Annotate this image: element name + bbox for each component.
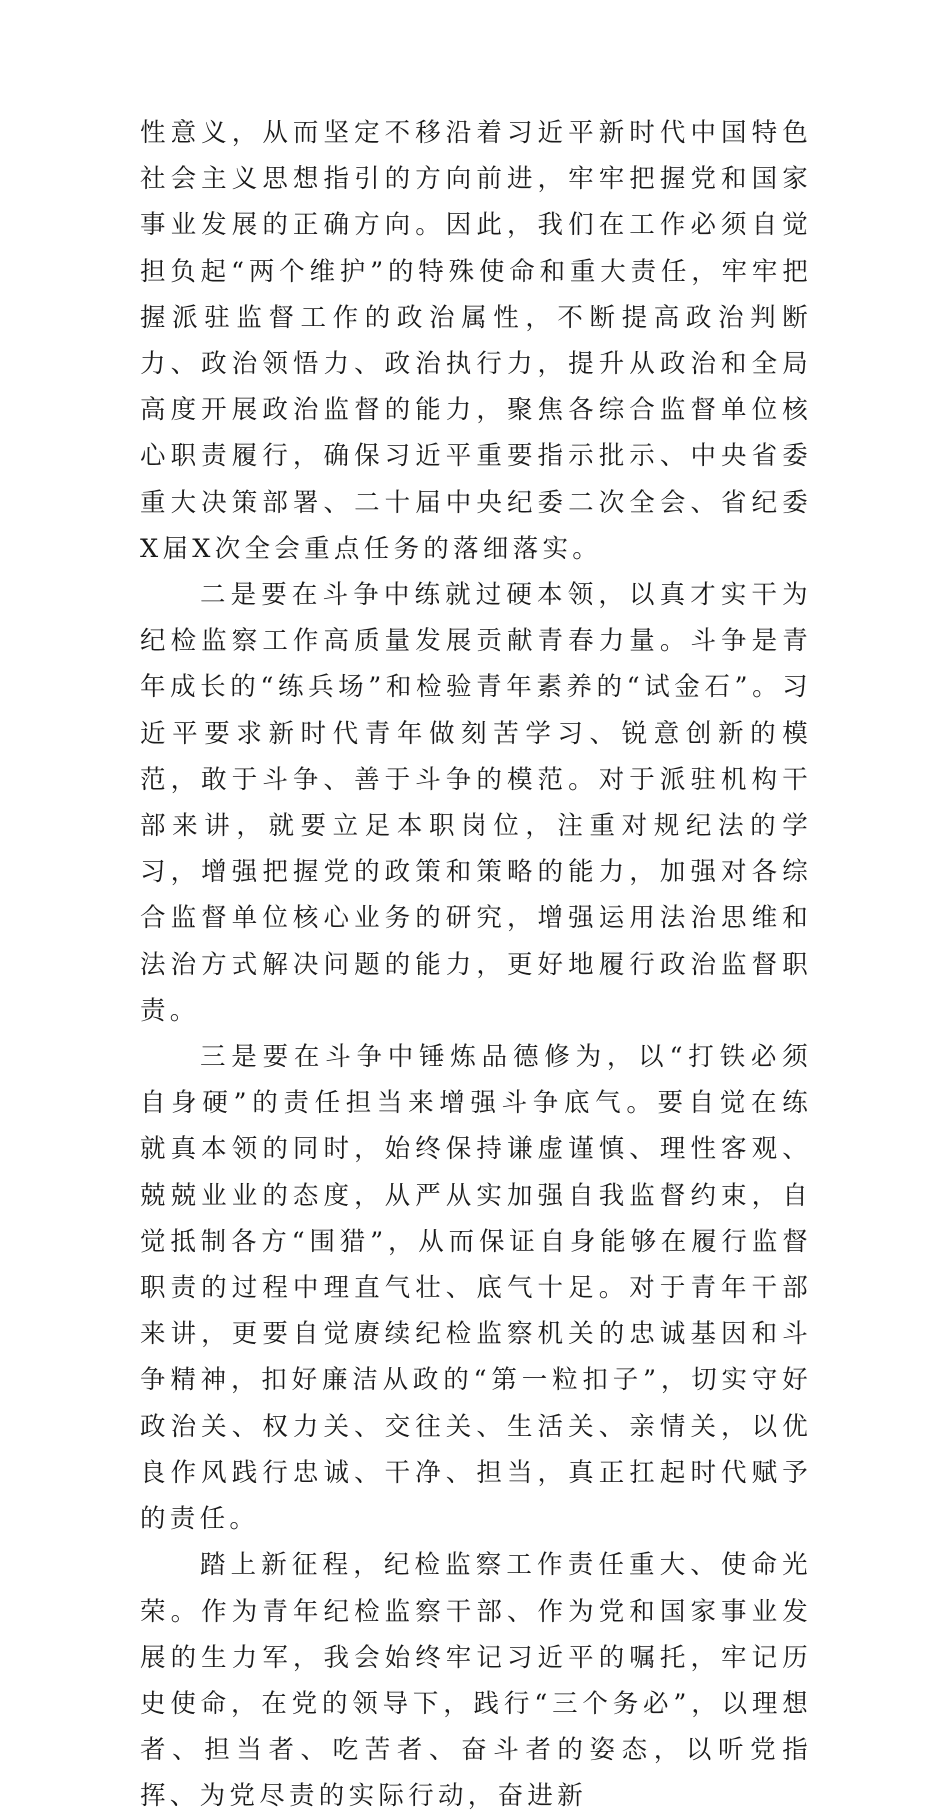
paragraph-point-two: 二是要在斗争中练就过硬本领，以真才实干为纪检监察工作高质量发展贡献青春力量。斗争是青年成长的“练兵场”和检验青年素养的“试金石”。习近平要求新时代青年做刻苦学习、锐意创新的模范，敢于斗争、善于斗争的模范。对于派驻机构干部来讲，就要立足本职岗位，注重对规纪法的学习，增强把握党的政策和策略的能力，加强对各综合监督单位核心业务的研究，增强运用法治思维和法治方式解决问题的能力，更好地履行政治监督职责。: [140, 580, 812, 1026]
paragraph-closing: 踏上新征程，纪检监察工作责任重大、使命光荣。作为青年纪检监察干部、作为党和国家事业发展的生力军，我会始终牢记习近平的嘱托，牢记历史使命，在党的领导下，践行“三个务必”，以理想者、担当者、吃苦者、奋斗者的姿态，以听党指挥、为党尽责的实际行动，奋进新: [140, 1550, 812, 1812]
paragraph-point-three: 三是要在斗争中锤炼品德修为，以“打铁必须自身硬”的责任担当来增强斗争底气。要自觉在练就真本领的同时，始终保持谦虚谨慎、理性客观、兢兢业业的态度，从严从实加强自我监督约束，自觉抵制各方“围猎”，从而保证自身能够在履行监督职责的过程中理直气壮、底气十足。对于青年干部来讲，更要自觉赓续纪检监察机关的忠诚基因和斗争精神，扣好廉洁从政的“第一粒扣子”，切实守好政治关、权力关、交往关、生活关、亲情关，以优良作风践行忠诚、干净、担当，真正扛起时代赋予的责任。: [140, 1042, 812, 1535]
paragraph-continuation: 性意义，从而坚定不移沿着习近平新时代中国特色社会主义思想指引的方向前进，牢牢把握党和国家事业发展的正确方向。因此，我们在工作必须自觉担负起“两个维护”的特殊使命和重大责任，牢牢把握派驻监督工作的政治属性，不断提高政治判断力、政治领悟力、政治执行力，提升从政治和全局高度开展政治监督的能力，聚焦各综合监督单位核心职责履行，确保习近平重要指示批示、中央省委重大决策部署、二十届中央纪委二次全会、省纪委X届X次全会重点任务的落细落实。: [140, 118, 812, 564]
body-text: [140, 110, 812, 1820]
